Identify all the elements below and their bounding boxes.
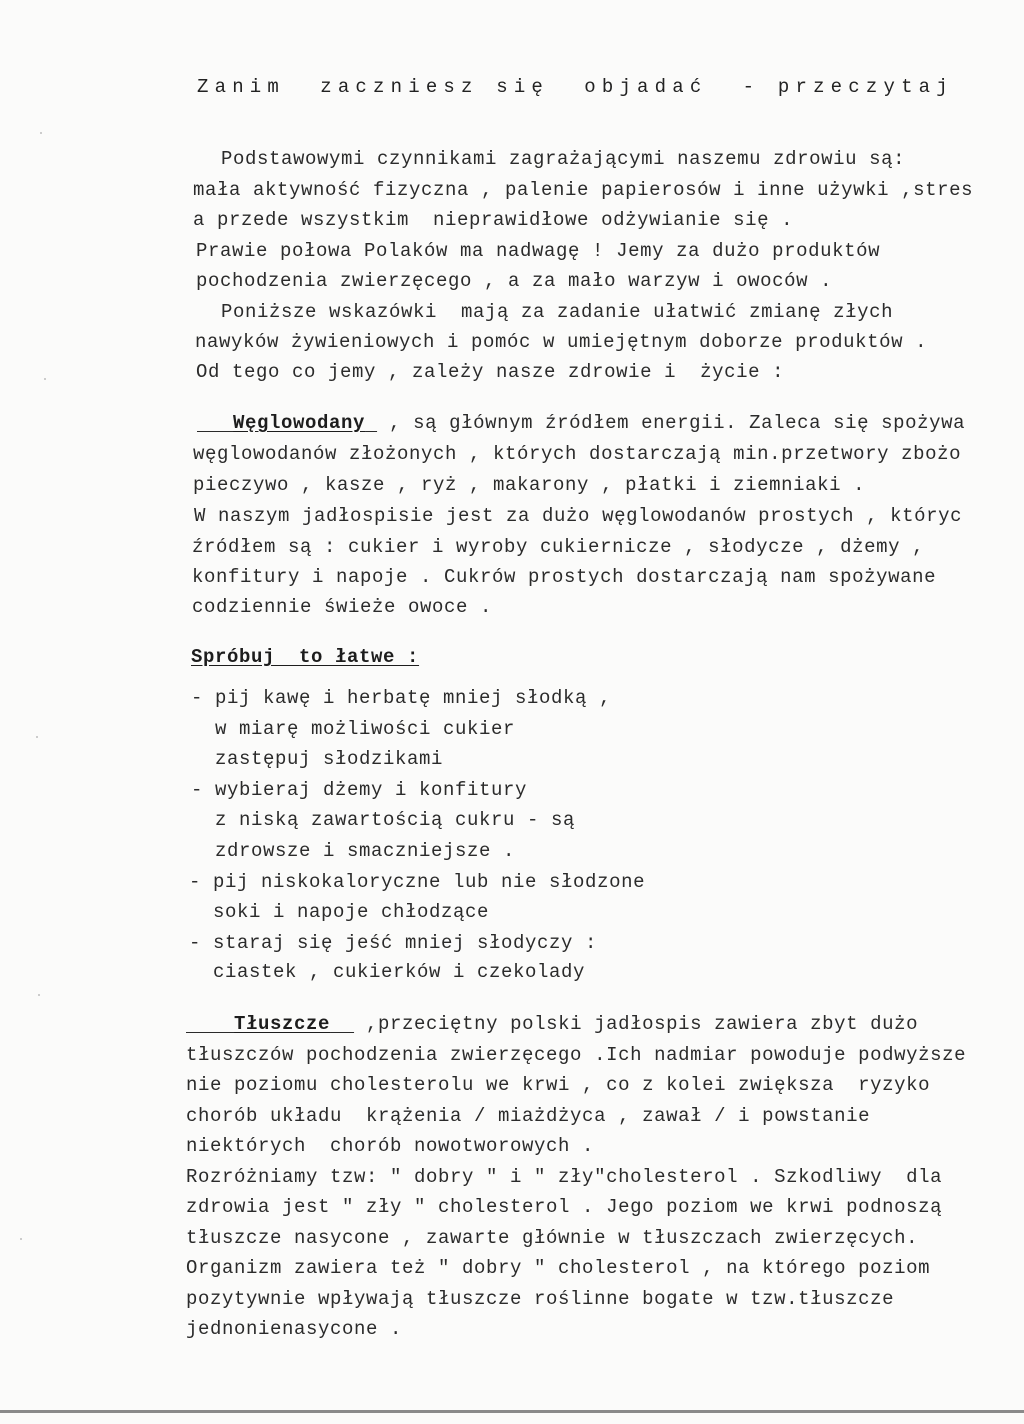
carbs-first-line [197,412,965,434]
scan-speck [38,994,40,996]
intro-line: Poniższe wskazówki mają za zadanie ułatwić zmianę złych [197,301,894,323]
fats-line: tłuszczów pochodzenia zwierzęcego .Ich nadmiar powoduje podwyższe [186,1044,967,1066]
carbs-heading-lead [197,412,233,434]
fats-line: jednonienasycone . [186,1318,403,1340]
page-title: Zanim zaczniesz się objadać - przeczytaj [197,76,954,98]
intro-line: nawyków żywieniowych i pomóc w umiejętnym doborze produktów . [195,331,928,353]
scan-speck [40,132,42,134]
tips-line: - staraj się jeść mniej słodyczy : [189,932,598,954]
tips-line: - pij kawę i herbatę mniej słodką , [191,687,612,709]
carbs-heading-tail [365,412,377,434]
carbs-line: węglowodanów złożonych , których dostarczają min.przetwory zbożo [193,443,962,465]
carbs-heading: Węglowodany [233,412,366,434]
fats-line: pozytywnie wpływają tłuszcze roślinne bogate w tzw.tłuszcze [186,1288,895,1310]
carbs-line: W naszym jadłospisie jest za dużo węglowodanów prostych , któryc [194,505,963,527]
tips-line: - pij niskokaloryczne lub nie słodzone [189,871,646,893]
scan-bottom-edge [0,1410,1024,1413]
fats-first-line-text: ,przeciętny polski jadłospis zawiera zbyt dużo [354,1013,919,1035]
tips-line: w miarę możliwości cukier [191,718,516,740]
intro-line: Podstawowymi czynnikami zagrażającymi naszemu zdrowiu są: [197,148,906,170]
fats-heading-lead [186,1013,234,1035]
fats-line: nie poziomu cholesterolu we krwi , co z kolei zwiększa ryzyko [186,1074,931,1096]
carbs-first-line-text: , są głównym źródłem energii. Zaleca się spożywa [377,412,966,434]
tips-line: zdrowsze i smaczniejsze . [191,840,516,862]
tips-line: - wybieraj dżemy i konfitury [191,779,528,801]
carbs-line: konfitury i napoje . Cukrów prostych dostarczają nam spożywane [192,566,937,588]
fats-line: Rozróżniamy tzw: " dobry " i " zły"cholesterol . Szkodliwy dla [186,1166,943,1188]
fats-heading: Tłuszcze [234,1013,331,1035]
carbs-line: pieczywo , kasze , ryż , makarony , płatki i ziemniaki . [193,474,866,496]
intro-line: mała aktywność fizyczna , palenie papierosów i inne używki ,stres [193,179,974,201]
scan-speck [20,1238,22,1240]
intro-line: Prawie połowa Polaków ma nadwagę ! Jemy za dużo produktów [196,240,881,262]
fats-line: zdrowia jest " zły " cholesterol . Jego poziom we krwi podnoszą [186,1196,943,1218]
fats-line: Organizm zawiera też " dobry " cholesterol , na którego poziom [186,1257,931,1279]
tips-line: zastępuj słodzikami [191,748,444,770]
tips-line: ciastek , cukierków i czekolady [189,961,586,983]
fats-line: chorób układu krążenia / miażdżyca , zawał / i powstanie [186,1105,871,1127]
intro-line: a przede wszystkim nieprawidłowe odżywianie się . [193,209,794,231]
scan-speck [44,378,46,380]
fats-first-line [186,1013,918,1035]
tips-line: soki i napoje chłodzące [189,901,490,923]
scan-speck [36,736,38,738]
carbs-line: źródłem są : cukier i wyroby cukiernicze , słodycze , dżemy , [192,536,925,558]
fats-line: niektórych chorób nowotworowych . [186,1135,595,1157]
fats-heading-tail [330,1013,354,1035]
intro-line: pochodzenia zwierzęcego , a za mało warzyw i owoców . [196,270,833,292]
carbs-line: codziennie świeże owoce . [192,596,493,618]
tips-line: z niską zawartością cukru - są [191,809,576,831]
tips-heading: Spróbuj to łatwe : [191,646,420,668]
fats-line: tłuszcze nasycone , zawarte głównie w tłuszczach zwierzęcych. [186,1227,919,1249]
intro-line: Od tego co jemy , zależy nasze zdrowie i życie : [196,361,785,383]
